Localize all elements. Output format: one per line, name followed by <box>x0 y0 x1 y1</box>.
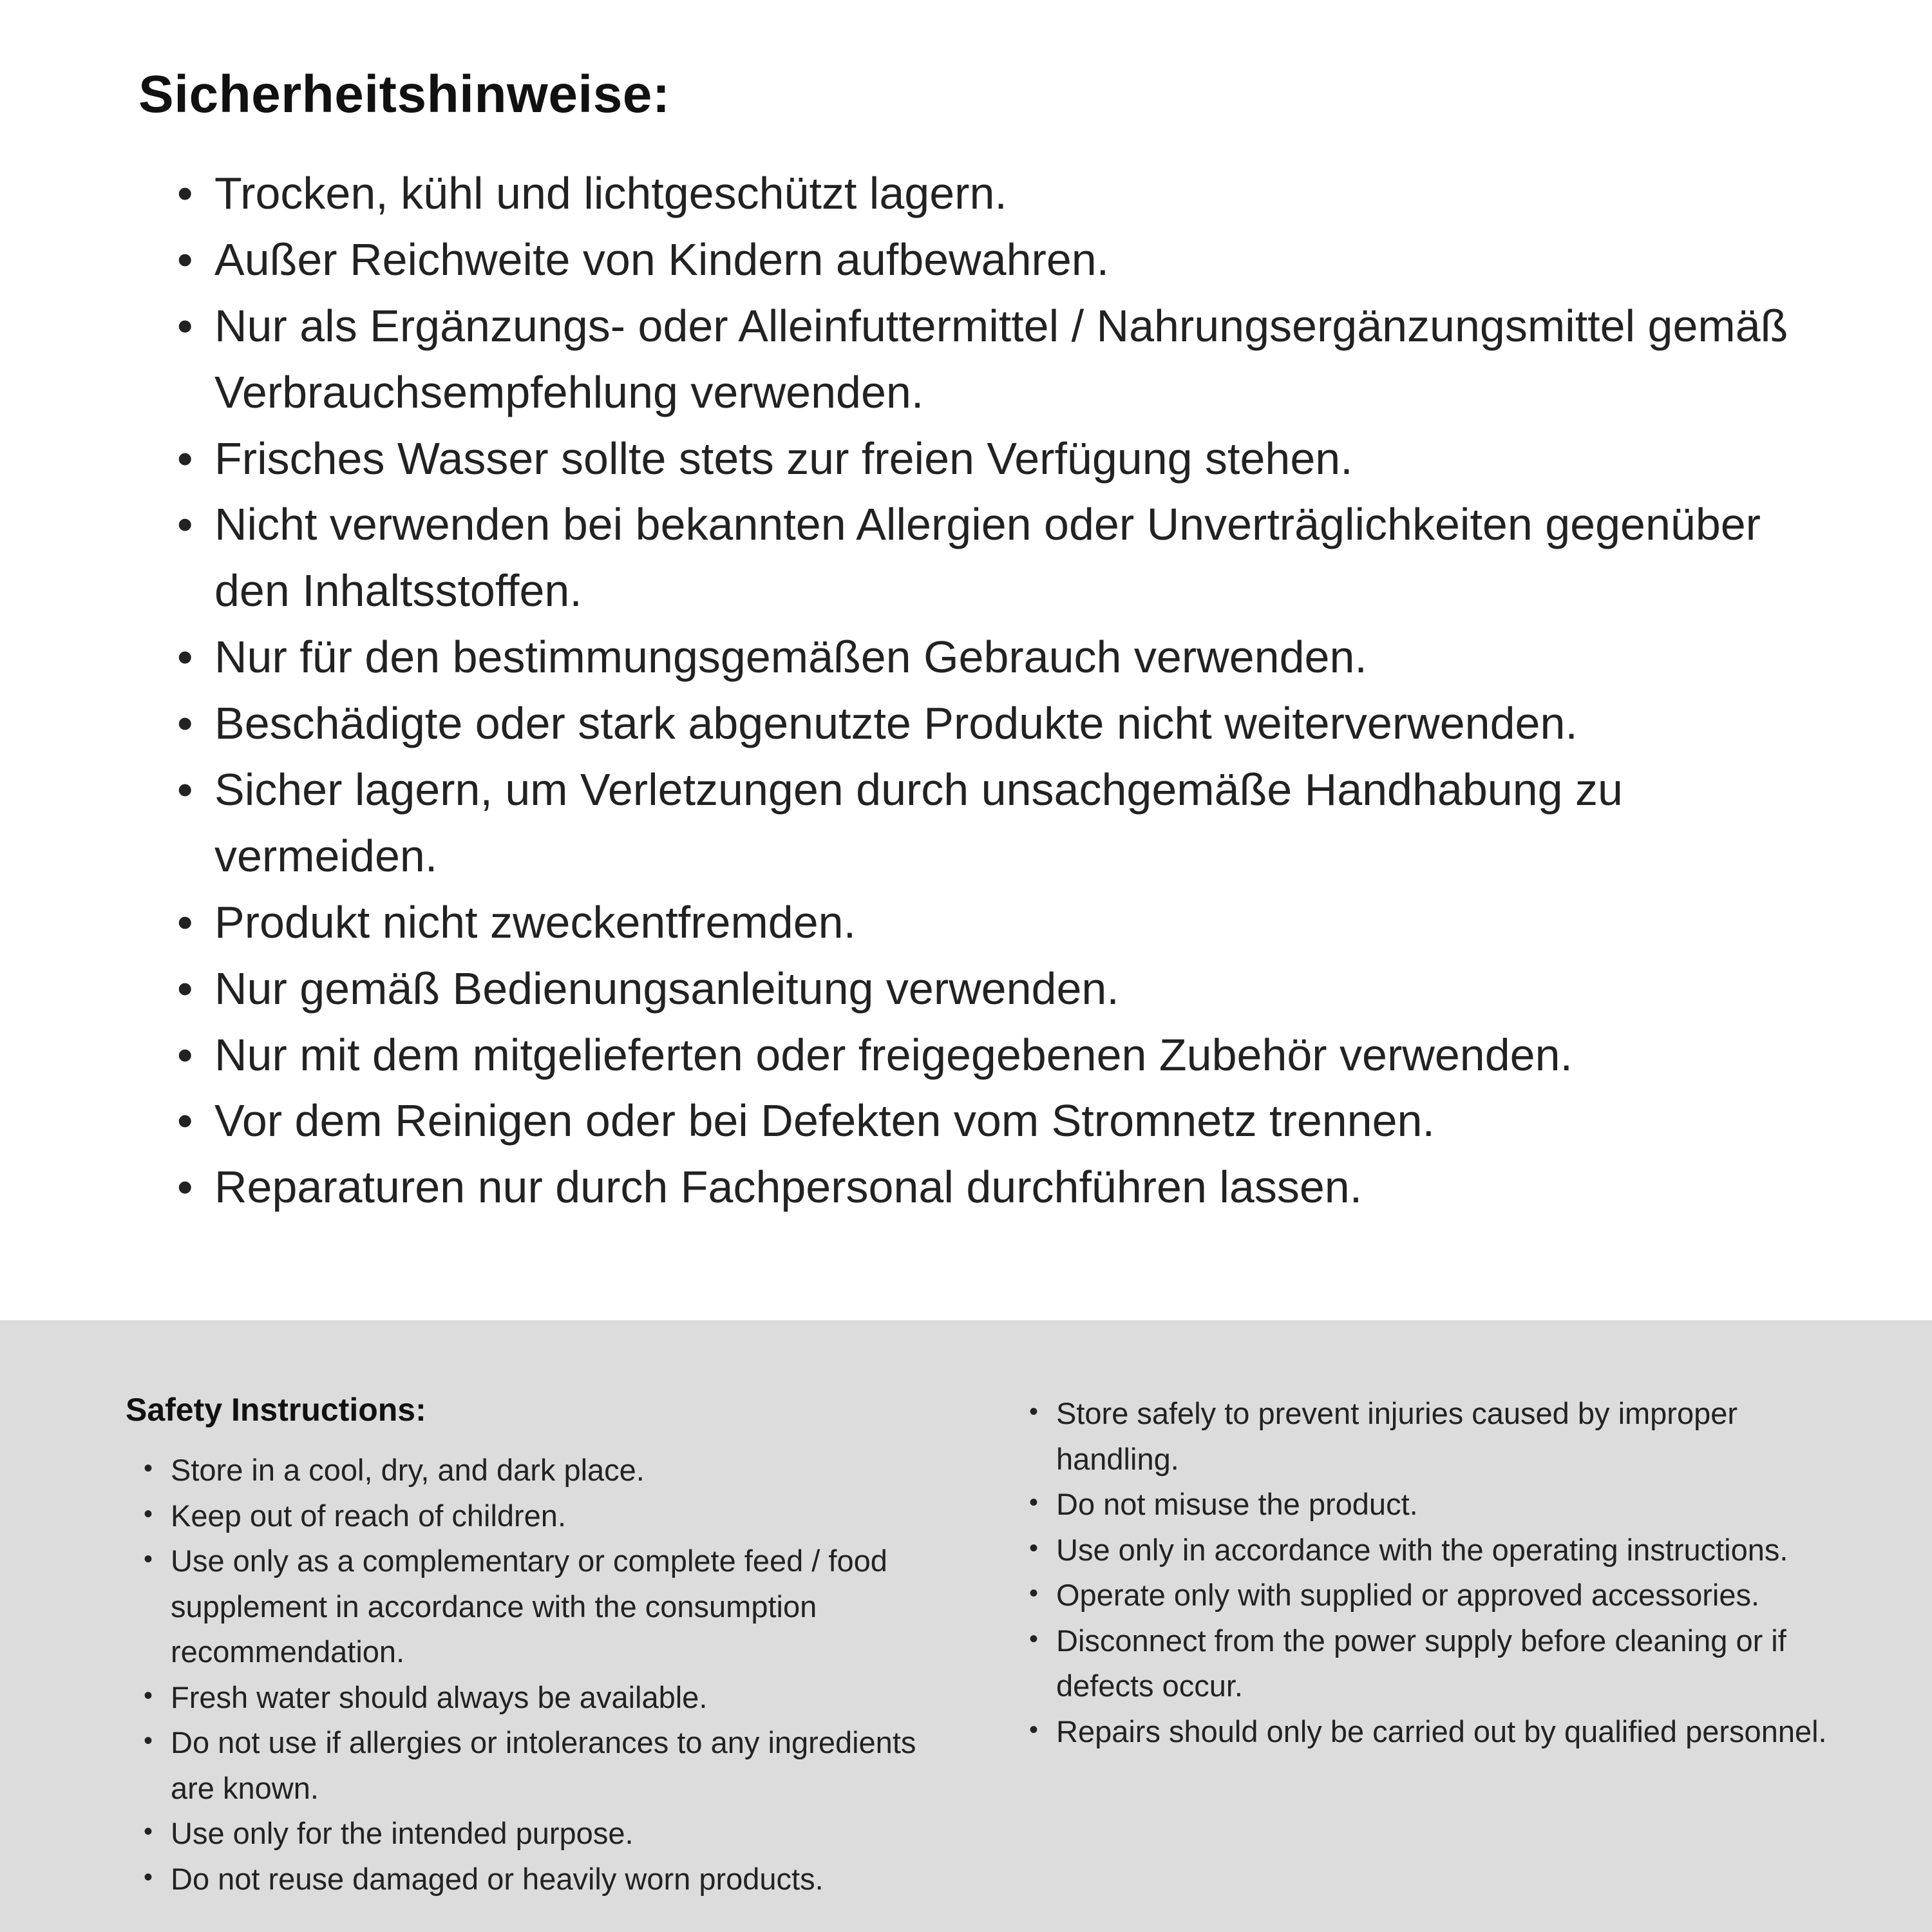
list-item: • Use only in accordance with the operating instructions. <box>1029 1528 1835 1573</box>
list-item: • Fresh water should always be available. <box>144 1675 950 1721</box>
english-safety-list-left <box>126 1448 950 1902</box>
german-safety-title: Sicherheitshinweise: <box>138 65 670 124</box>
list-item: • Nur gemäß Bedienungsanleitung verwenden. <box>177 956 1823 1022</box>
german-safety-list <box>138 160 1823 1220</box>
list-item: • Do not reuse damaged or heavily worn products. <box>144 1857 950 1902</box>
english-right-column <box>1011 1391 1835 1932</box>
english-safety-list-right <box>1011 1391 1835 1754</box>
list-item: • Do not misuse the product. <box>1029 1482 1835 1528</box>
english-left-column <box>126 1391 950 1932</box>
list-item: • Repairs should only be carried out by qualified personnel. <box>1029 1709 1835 1755</box>
list-item: • Nur als Ergänzungs- oder Alleinfuttermittel / Nahrungsergänzungsmittel gemäß Verbrauchsempfehlung verwenden. <box>177 293 1823 426</box>
list-item: • Nur für den bestimmungsgemäßen Gebrauch verwenden. <box>177 624 1823 690</box>
list-item: • Store safely to prevent injuries caused by improper handling. <box>1029 1391 1835 1482</box>
list-item: • Use only for the intended purpose. <box>144 1811 950 1857</box>
list-item: • Nicht verwenden bei bekannten Allergien oder Unverträglichkeiten gegenüber den Inhaltsstoffen. <box>177 491 1823 624</box>
list-item: • Keep out of reach of children. <box>144 1493 950 1539</box>
list-item: • Trocken, kühl und lichtgeschützt lagern. <box>177 160 1823 227</box>
list-item: • Operate only with supplied or approved accessories. <box>1029 1573 1835 1618</box>
list-item: • Vor dem Reinigen oder bei Defekten vom Stromnetz trennen. <box>177 1088 1823 1154</box>
list-item: • Disconnect from the power supply before cleaning or if defects occur. <box>1029 1618 1835 1709</box>
list-item: • Store in a cool, dry, and dark place. <box>144 1448 950 1493</box>
list-item: • Nur mit dem mitgelieferten oder freigegebenen Zubehör verwenden. <box>177 1022 1823 1088</box>
list-item: • Reparaturen nur durch Fachpersonal durchführen lassen. <box>177 1154 1823 1220</box>
list-item: • Produkt nicht zweckentfremden. <box>177 889 1823 956</box>
list-item: • Frisches Wasser sollte stets zur freien Verfügung stehen. <box>177 426 1823 492</box>
english-safety-section <box>0 1320 1932 1932</box>
list-item: • Do not use if allergies or intolerances to any ingredients are known. <box>144 1720 950 1811</box>
list-item: • Use only as a complementary or complete feed / food supplement in accordance with the consumption recommendation. <box>144 1539 950 1675</box>
english-safety-title: Safety Instructions: <box>126 1392 426 1428</box>
list-item: • Außer Reichweite von Kindern aufbewahren. <box>177 227 1823 293</box>
list-item: • Beschädigte oder stark abgenutzte Produkte nicht weiterverwenden. <box>177 690 1823 757</box>
list-item: • Sicher lagern, um Verletzungen durch unsachgemäße Handhabung zu vermeiden. <box>177 757 1823 889</box>
